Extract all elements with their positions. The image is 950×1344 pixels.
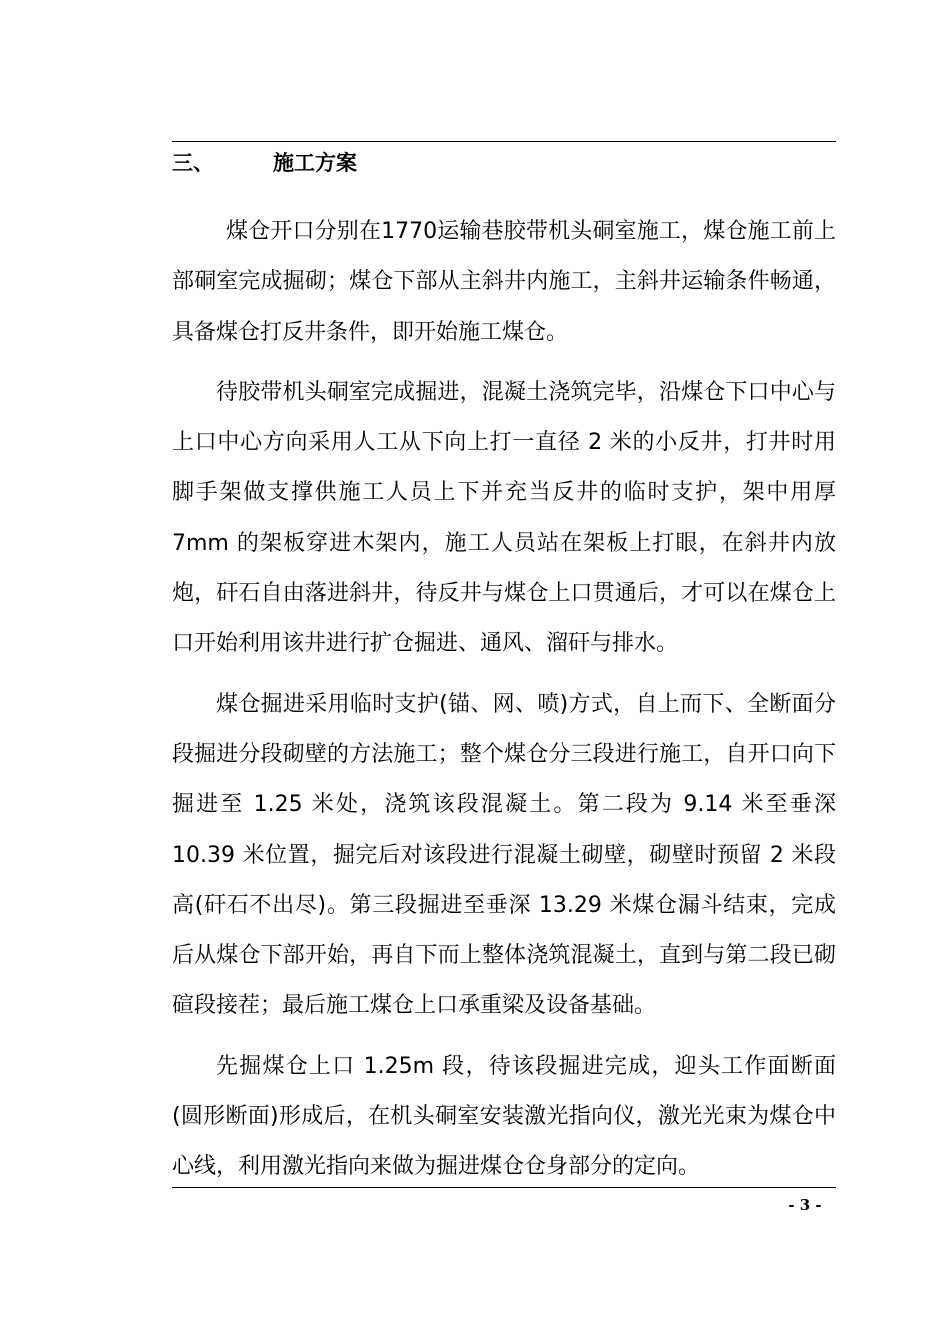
paragraph: 先掘煤仓上口 1.25m 段，待该段掘进完成，迎头工作面断面(圆形断面)形成后，在机头硐室安装激光指向仪，激光光束为煤仓中心线，利用激光指向来做为掘进煤仓仓身部分的定向。: [172, 1053, 836, 1180]
footer-rule: [172, 1187, 836, 1188]
header-rule: [172, 141, 836, 142]
paragraph: 待胶带机头硐室完成掘进，混凝土浇筑完毕，沿煤仓下口中心与上口中心方向采用人工从下向上打一直径 2 米的小反井，打井时用脚手架做支撑供施工人员上下并充当反井的临时支护，架中用厚 7mm 的架板穿进木架内，施工人员站在架板上打眼，在斜井内放炮，矸石自由落进斜井，待反井与煤仓上口贯通后，才可以在煤仓上口开始利用该井进行扩仓掘进、通风、溜矸与排水。: [172, 379, 836, 657]
paragraph: 煤仓开口分别在1770运输巷胶带机头硐室施工，煤仓施工前上部硐室完成掘砌；煤仓下部从主斜井内施工，主斜井运输条件畅通，具备煤仓打反井条件，即开始施工煤仓。: [172, 219, 836, 345]
page-number: - 3 -: [788, 1196, 822, 1214]
section-title: 施工方案: [273, 151, 357, 175]
section-number: 三、: [172, 151, 214, 175]
paragraph: 煤仓掘进采用临时支护(锚、网、喷)方式，自上而下、全断面分段掘进分段砌壁的方法施工；整个煤仓分三段进行施工，自开口向下掘进至 1.25 米处，浇筑该段混凝土。第二段为 9.14 米至垂深 10.39 米位置，掘完后对该段进行混凝土砌壁，砌壁时预留 2 米段高(矸石不出尽)。第三段掘进至垂深 13.29 米煤仓漏斗结束，完成后从煤仓下部开始，再自下而上整体浇筑混凝土，直到与第二段已砌碹段接茬；最后施工煤仓上口承重梁及设备基础。: [172, 691, 836, 1019]
document-body: [172, 207, 836, 1203]
